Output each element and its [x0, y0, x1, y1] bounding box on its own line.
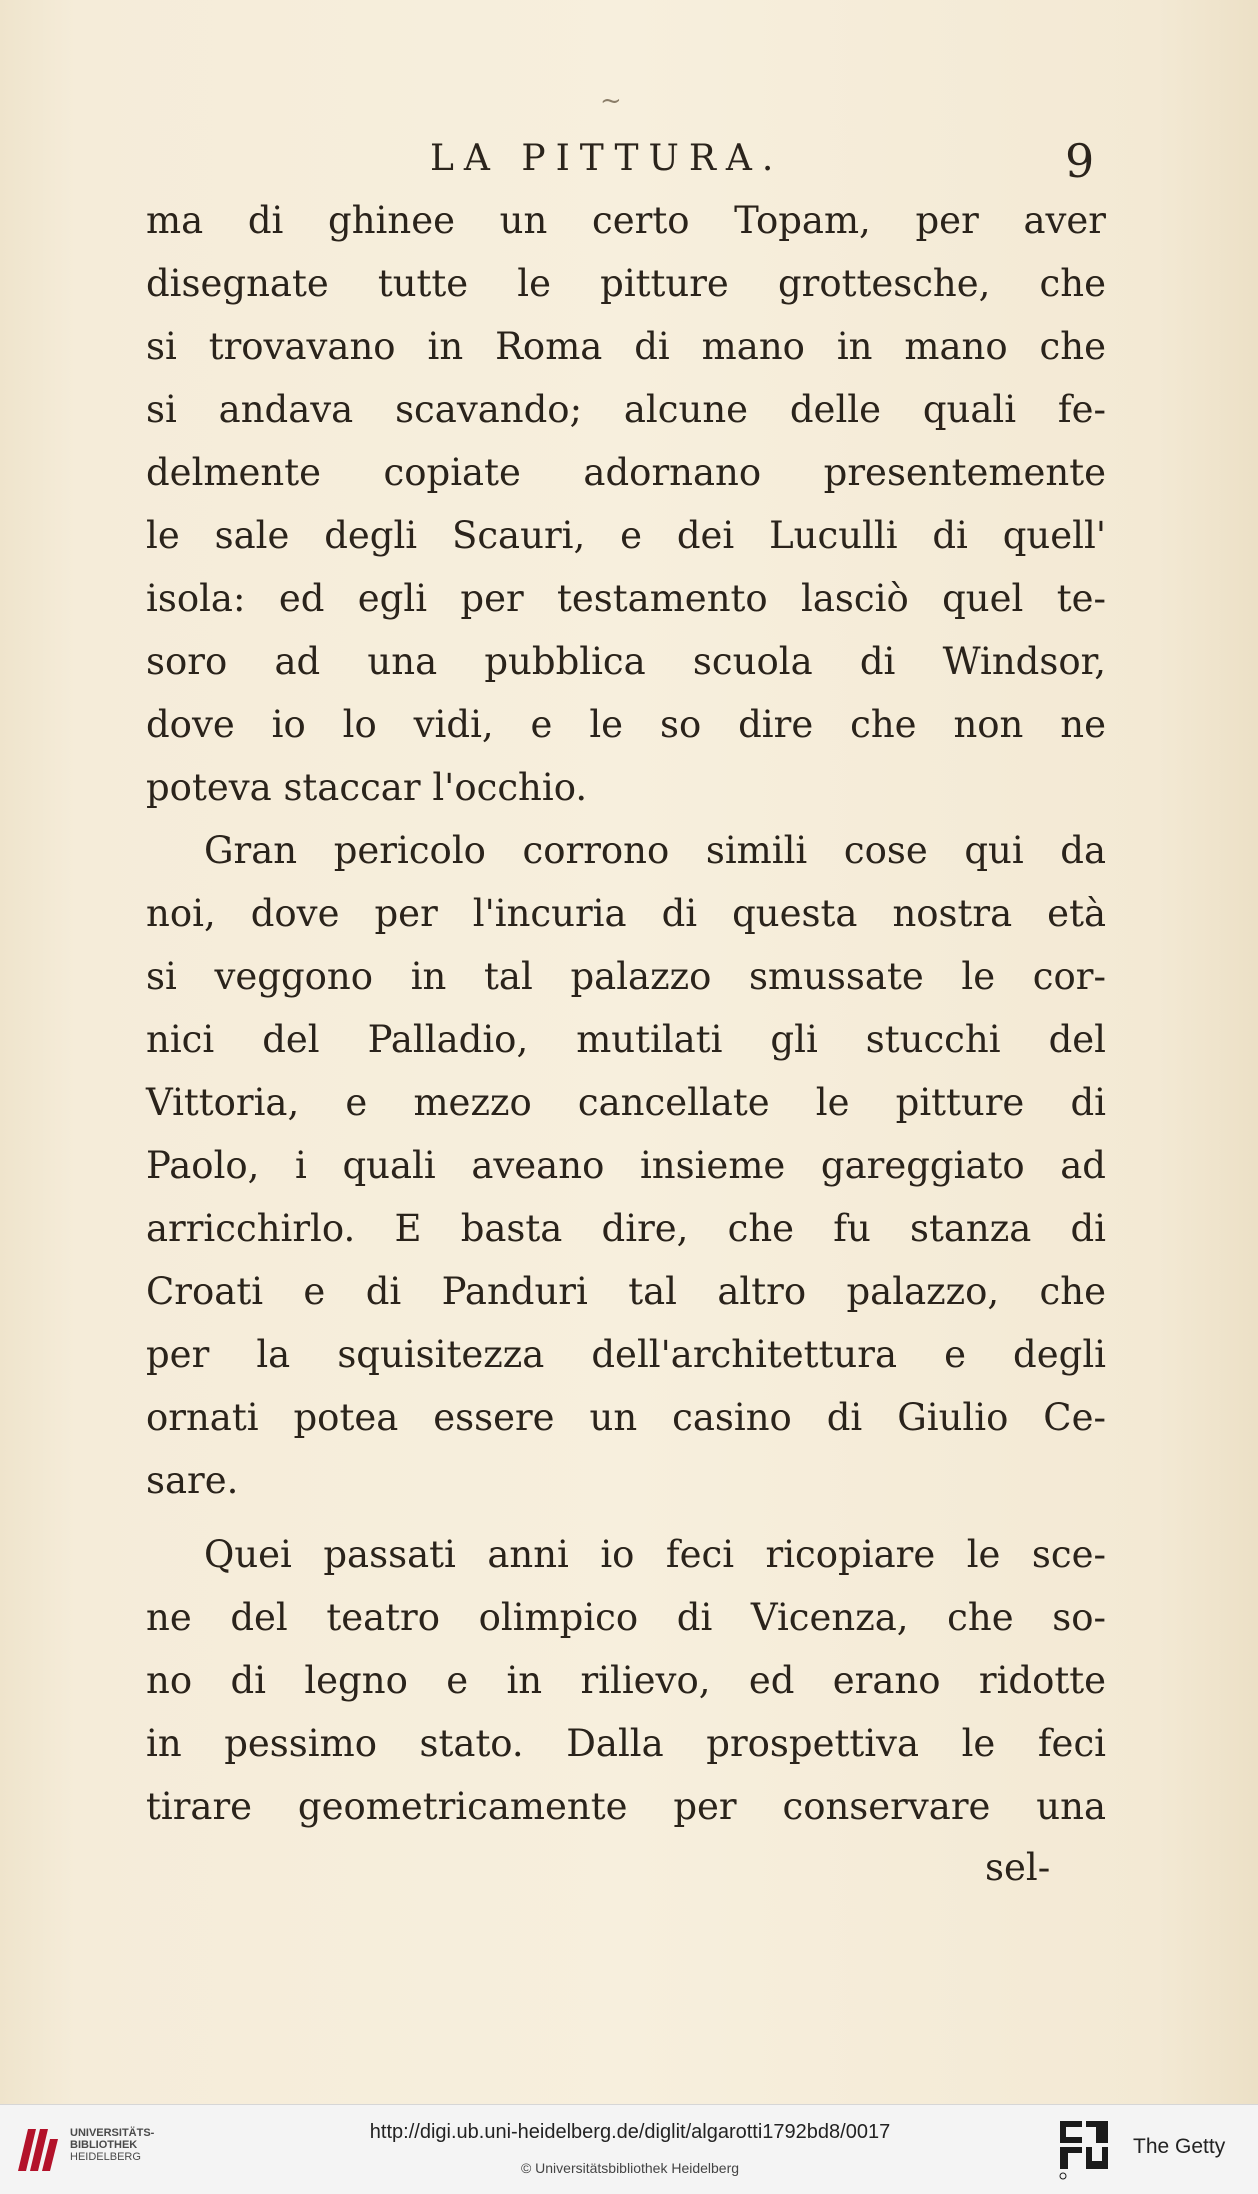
- text-line: ne del teatro olimpico di Vicenza, che so-: [146, 1596, 1106, 1639]
- text-line: le sale degli Scauri, e dei Luculli di quell': [146, 514, 1106, 557]
- text-line: noi, dove per l'incuria di questa nostra età: [146, 892, 1106, 935]
- university-library-logo[interactable]: [14, 2117, 174, 2183]
- page-number: 9: [1065, 134, 1095, 188]
- text-line: si veggono in tal palazzo smussate le cor-: [146, 955, 1106, 998]
- text-line: Vittoria, e mezzo cancellate le pitture di: [146, 1081, 1106, 1124]
- catchword: sel-: [985, 1846, 1051, 1889]
- viewer-footer: [0, 2104, 1258, 2194]
- university-library-name: UNIVERSITÄTS- BIBLIOTHEK HEIDELBERG: [70, 2127, 155, 2163]
- page-mark: ~: [600, 86, 622, 116]
- text-line: per la squisitezza dell'architettura e degli: [146, 1333, 1106, 1376]
- getty-logo-icon[interactable]: [1058, 2119, 1112, 2181]
- text-line: poteva staccar l'occhio.: [146, 766, 588, 809]
- text-line: nici del Palladio, mutilati gli stucchi del: [146, 1018, 1106, 1061]
- text-line: tirare geometricamente per conservare una: [146, 1785, 1106, 1828]
- university-library-logo-icon: [14, 2121, 60, 2175]
- text-line: si andava scavando; alcune delle quali fe-: [146, 388, 1106, 431]
- running-title: LA PITTURA.: [430, 138, 784, 179]
- text-line: ma di ghinee un certo Topam, per aver: [146, 199, 1106, 242]
- text-line: sare.: [146, 1459, 239, 1502]
- text-line: delmente copiate adornano presentemente: [146, 451, 1106, 494]
- text-line: isola: ed egli per testamento lasciò quel te-: [146, 577, 1106, 620]
- text-line: Gran pericolo corrono simili cose qui da: [204, 829, 1106, 872]
- permalink-url[interactable]: http://digi.ub.uni-heidelberg.de/diglit/algarotti1792bd8/0017: [369, 2121, 891, 2143]
- running-head: [0, 134, 1258, 188]
- copyright-notice: © Universitätsbibliothek Heidelberg: [520, 2160, 740, 2176]
- text-line: no di legno e in rilievo, ed erano ridotte: [146, 1659, 1106, 1702]
- text-line: disegnate tutte le pitture grottesche, che: [146, 262, 1106, 305]
- text-line: Croati e di Panduri tal altro palazzo, che: [146, 1270, 1106, 1313]
- text-line: Paolo, i quali aveano insieme gareggiato ad: [146, 1144, 1106, 1187]
- text-line: si trovavano in Roma di mano in mano che: [146, 325, 1106, 368]
- getty-name[interactable]: The Getty: [1133, 2135, 1226, 2158]
- text-line: dove io lo vidi, e le so dire che non ne: [146, 703, 1106, 746]
- text-line: Quei passati anni io feci ricopiare le sce-: [204, 1533, 1106, 1576]
- text-line: in pessimo stato. Dalla prospettiva le feci: [146, 1722, 1106, 1765]
- text-line: ornati potea essere un casino di Giulio Ce-: [146, 1396, 1106, 1439]
- text-line: arricchirlo. E basta dire, che fu stanza di: [146, 1207, 1106, 1250]
- text-line: soro ad una pubblica scuola di Windsor,: [146, 640, 1106, 683]
